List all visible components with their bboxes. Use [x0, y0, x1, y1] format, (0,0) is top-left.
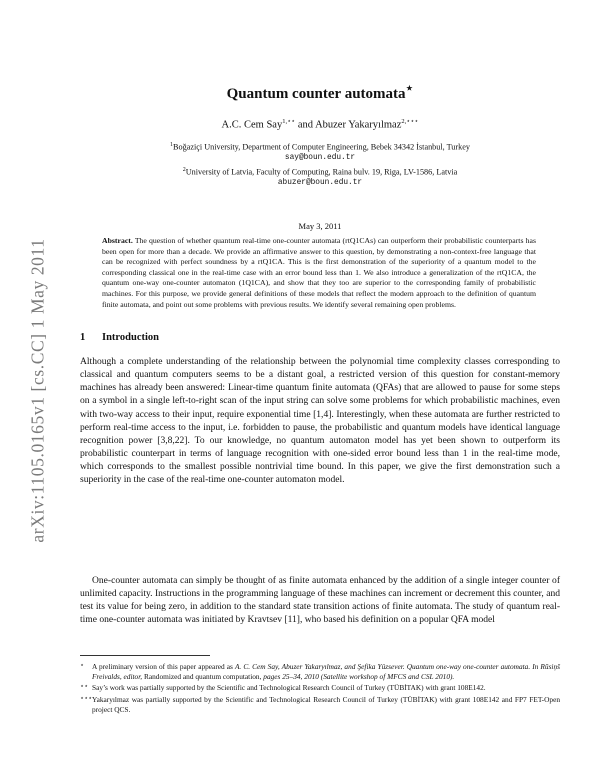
paper-date: May 3, 2011 — [298, 221, 342, 231]
author-line — [80, 117, 560, 131]
footnote-2-mark: ⋆⋆ — [80, 683, 89, 691]
author-separator: and — [295, 119, 316, 131]
section-heading — [80, 332, 560, 343]
email-say[interactable]: say@boun.edu.tr — [284, 153, 356, 162]
footnote-3-mark: ⋆⋆⋆ — [80, 695, 93, 703]
footnote-2 — [80, 683, 560, 693]
footnote-1-part-c: Randomized and quantum computation — [143, 671, 260, 681]
affiliation-1 — [80, 140, 560, 164]
footnote-1 — [80, 662, 560, 681]
affiliation-2-text: University of Latvia, Faculty of Computing, Raina bulv. 19, Riga, LV-1586, Latvia — [185, 167, 458, 177]
abstract-label: Abstract. — [102, 236, 133, 245]
abstract-text: The question of whether quantum real-time one-counter automata (rtQ1CAs) can outperform their probabilistic counterparts has been open for more than a decade. We provide an affirmative answer to this question, by demonstrating a non-context-free language that can be recognized with perfect soundness by a rtQ1CA. This is the first demonstration of the superiority of a quantum model to the corresponding classical one in the real-time case with an error bound less than 1. We also introduce a generalization of the rtQ1CA, the quantum one-way one-counter automaton (1Q1CA), and show that they too are superior to the corresponding family of probabilistic machines. For this purpose, we provide general definitions of these models that reflect the modern approach to the definition of quantum finite automata, and point out some problems with previous results. We identify several remaining open problems. — [102, 236, 536, 309]
footnote-1-part-d: , pages 25–34, 2010 (Satellite workshop of MFCS and CSL 2010). — [259, 671, 455, 681]
footnote-1-part-a: A preliminary version of this paper appeared as — [92, 662, 235, 671]
email-yakaryilmaz[interactable]: abuzer@boun.edu.tr — [277, 178, 363, 187]
affiliation-2 — [80, 165, 560, 189]
footnote-2-text: Say’s work was partially supported by the Scientific and Technological Research Council of Turkey (TÜBİTAK) with grant 108E142. — [92, 683, 486, 693]
footnote-1-mark: ⋆ — [80, 662, 85, 669]
author-say-mark: 1,⋆⋆ — [282, 118, 296, 125]
affiliation-1-mark: 1 — [170, 142, 174, 148]
body-paragraph-1: Although a complete understanding of the relationship between the polynomial time complexity classes corresponding to classical and quantum computers seems to be a distant goal, a restricted version of this question for constant-memory machines has already been answered: Linear-time quantum finite automata (QFAs) that are allowed to pause for some steps on a symbol in a single left-to-right scan of the input string can solve some problems for which probabilistic machines, even with two-way access to their input, require exponential time [1,4]. Interestingly, when these automata are further restricted to perform real-time access to the input, i.e. forbidden to pause, the probabilistic and quantum models have identical language recognition power [3,8,22]. To our knowledge, no quantum automaton model has yet been shown to outperform its probabilistic counterpart in terms of language recognition with one-sided error bound less than 1 in the real-time mode, which corresponds to the smallest possible nontrivial time bound. In this paper, we give the first demonstration such a superiority in the case of the real-time one-counter automaton model. — [80, 356, 560, 486]
body-paragraph-2: One-counter automata can simply be thought of as finite automata enhanced by the addition of a single integer counter of unlimited capacity. Instructions in the programming language of these machines can increment or decrement this counter, and test its value for being zero, in addition to the standard state transition actions of finite automata. The study of quantum real-time one-counter automata was initiated by Kravtsev [11], who based his definition on a popular QFA model — [80, 575, 560, 626]
arxiv-identifier: arXiv:1105.0165v1 [cs.CC] 1 May 2011 — [27, 237, 48, 543]
author-say: A.C. Cem Say — [221, 119, 283, 131]
footnote-rule — [80, 655, 210, 656]
section-title: Introduction — [102, 332, 159, 343]
author-yakaryilmaz-mark: 2,⋆⋆⋆ — [401, 118, 419, 125]
footnotes — [80, 662, 560, 717]
footnote-3 — [80, 695, 560, 714]
arxiv-sidebar — [18, 200, 58, 580]
title-footnote-mark: ⋆ — [405, 81, 414, 95]
affiliation-2-mark: 2 — [182, 167, 186, 173]
paper-title — [80, 80, 560, 103]
abstract — [102, 236, 536, 310]
footnote-1-part-b: A. C. Cem Say, Abuzer Yakaryılmaz, and Şefika Yüzsever. Quantum one-way one-counter automata. In Rūsiņš Freivalds, editor, — [92, 662, 560, 681]
title-text: Quantum counter automata — [226, 86, 406, 102]
affiliation-1-text: Boğaziçi University, Department of Computer Engineering, Bebek 34342 İstanbul, Turkey — [173, 142, 470, 152]
author-yakaryilmaz: Abuzer Yakaryılmaz — [315, 119, 402, 131]
section-number: 1 — [80, 332, 86, 343]
footnote-3-text: Yakaryılmaz was partially supported by the Scientific and Technological Research Council of Turkey (TÜBİTAK) with grant 108E142 and FP7 FET-Open project QCS. — [92, 695, 560, 714]
